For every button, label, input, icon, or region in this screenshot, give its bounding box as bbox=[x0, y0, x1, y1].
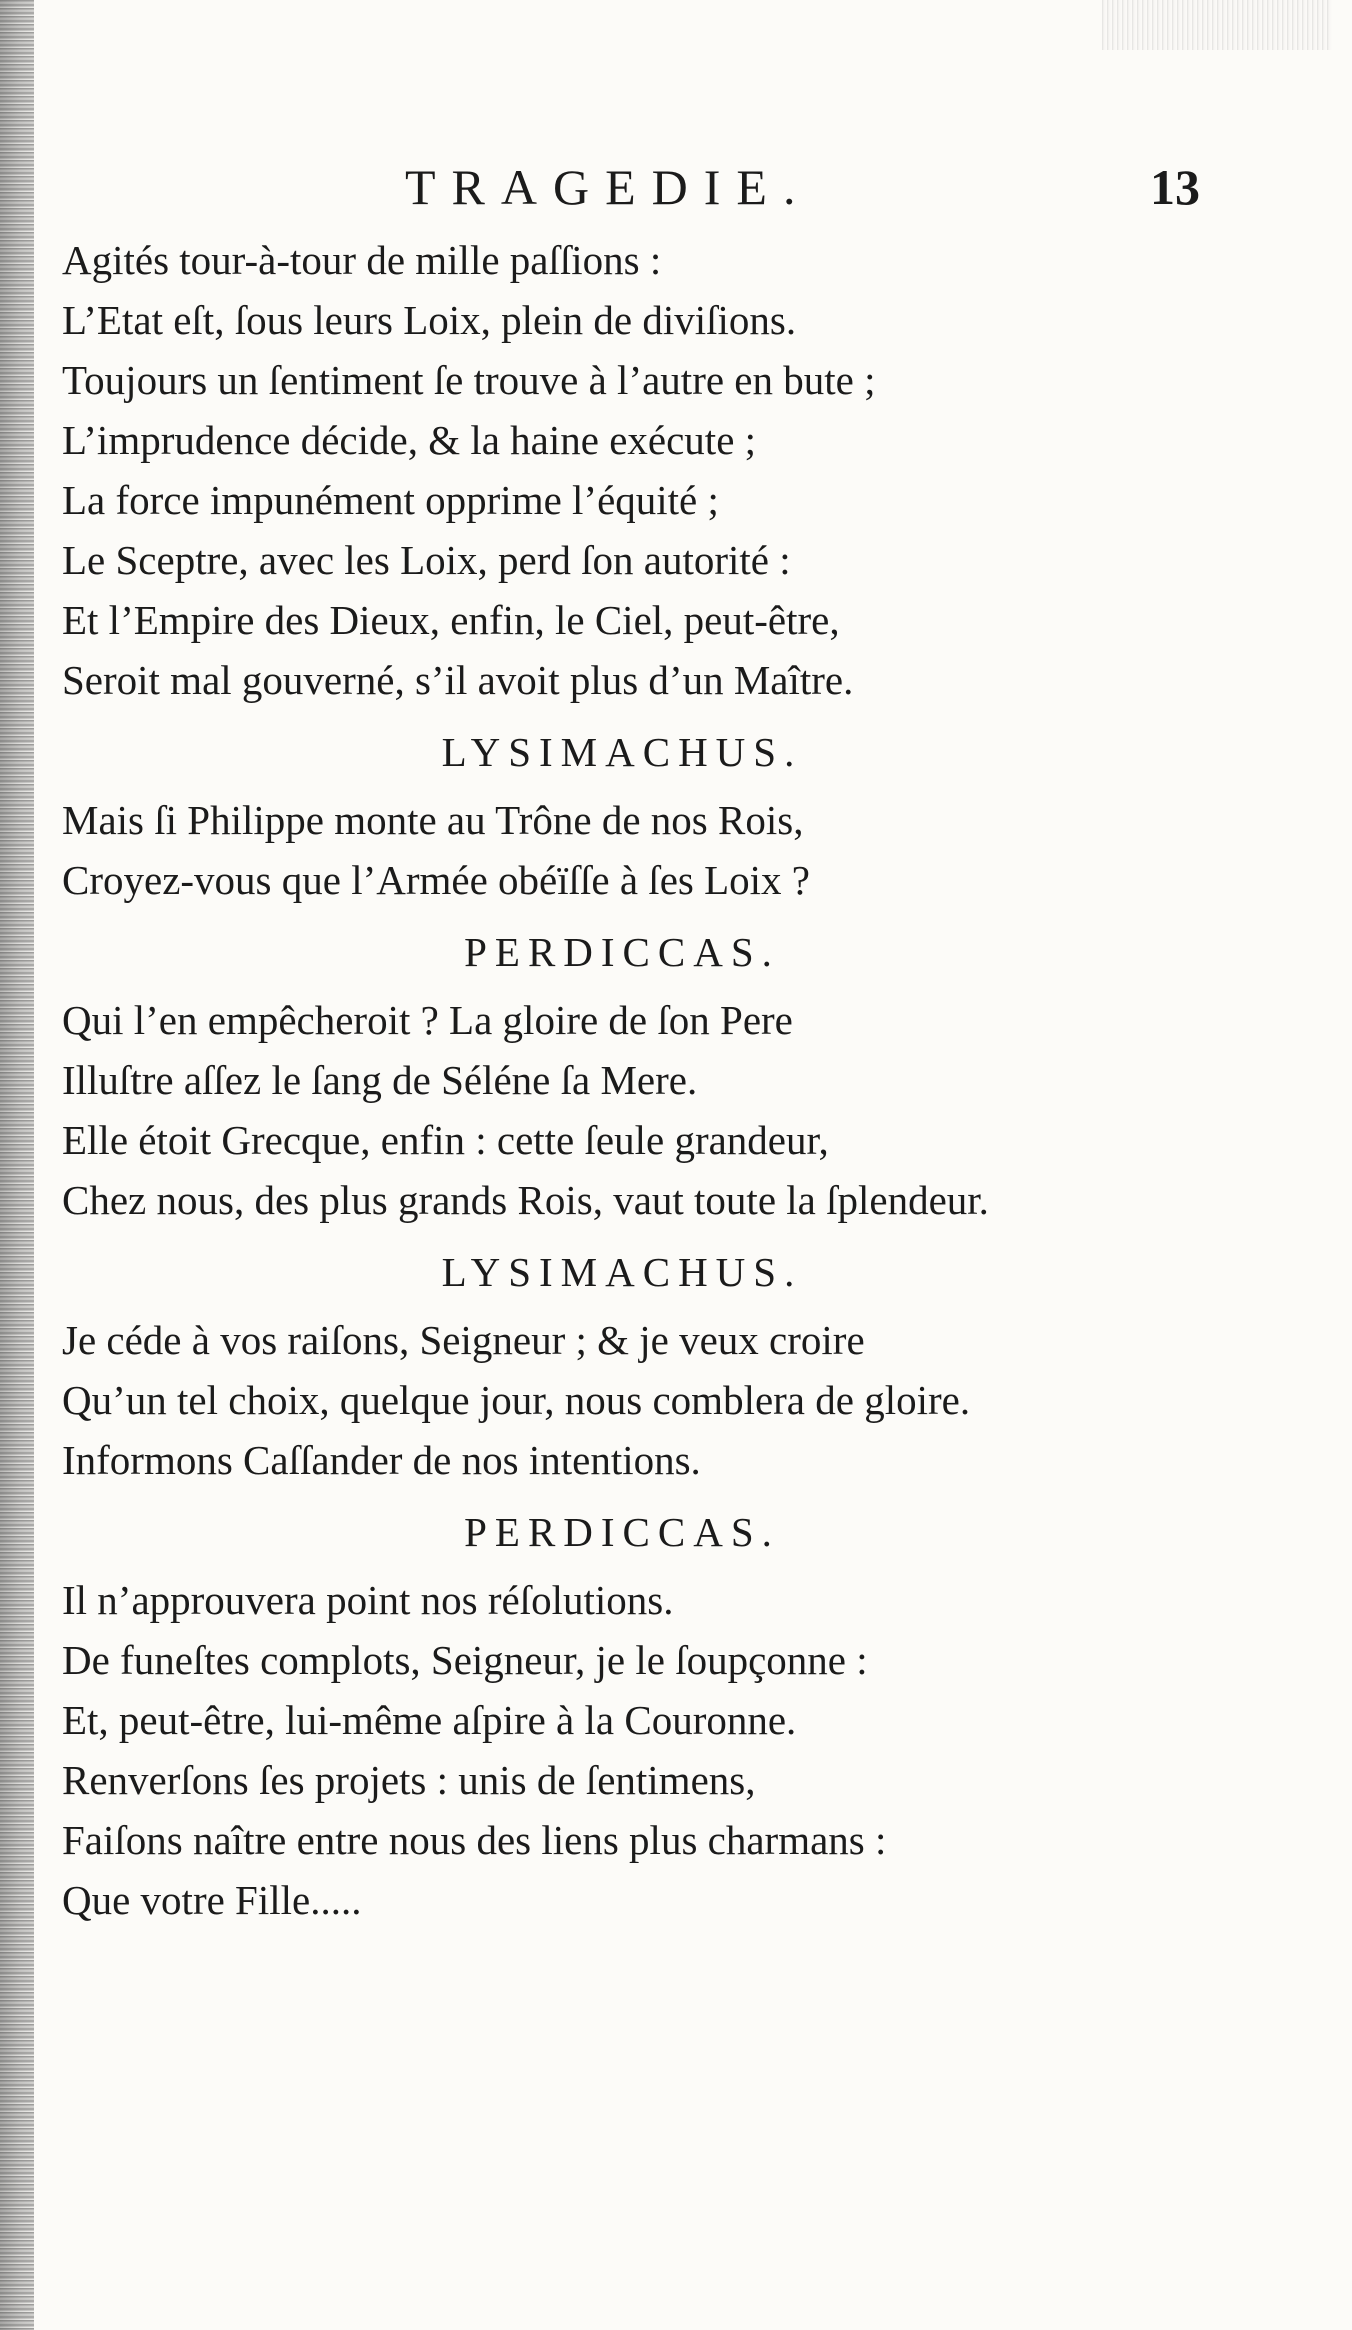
verse-line: Faiſons naître entre nous des liens plus charmans : bbox=[62, 1817, 887, 1863]
stanza-4 bbox=[62, 1240, 1302, 1490]
speaker-name: LYSIMACHUS. bbox=[441, 729, 803, 775]
stanza-2 bbox=[62, 720, 1302, 910]
verse-line: Il n’approuvera point nos réſolutions. bbox=[62, 1577, 674, 1623]
running-title: TRAGEDIE. bbox=[405, 159, 812, 215]
verse-text bbox=[62, 230, 1302, 1930]
verse-line: Agités tour-à-tour de mille paſſions : bbox=[62, 237, 662, 283]
verse-line: Seroit mal gouverné, s’il avoit plus d’un Maître. bbox=[62, 657, 854, 703]
binding-edge bbox=[0, 0, 34, 2330]
scan-noise bbox=[1102, 0, 1332, 50]
stanza-3 bbox=[62, 920, 1302, 1230]
verse-line: Je céde à vos raiſons, Seigneur ; & je veux croire bbox=[62, 1317, 865, 1363]
verse-line: Et, peut-être, lui-même aſpire à la Couronne. bbox=[62, 1697, 797, 1743]
speaker-name: PERDICCAS. bbox=[464, 929, 780, 975]
verse-line: Et l’Empire des Dieux, enfin, le Ciel, peut-être, bbox=[62, 597, 840, 643]
stanza-1 bbox=[62, 230, 1302, 710]
verse-line: Le Sceptre, avec les Loix, perd ſon autorité : bbox=[62, 537, 791, 583]
speaker-name: PERDICCAS. bbox=[464, 1509, 780, 1555]
page-number: 13 bbox=[1150, 159, 1200, 215]
verse-line: L’imprudence décide, & la haine exécute ; bbox=[62, 417, 757, 463]
verse-line: Chez nous, des plus grands Rois, vaut toute la ſplendeur. bbox=[62, 1177, 989, 1223]
verse-line: Informons Caſſander de nos intentions. bbox=[62, 1437, 701, 1483]
verse-line: De funeſtes complots, Seigneur, je le ſoupçonne : bbox=[62, 1637, 868, 1683]
verse-line: L’Etat eſt, ſous leurs Loix, plein de diviſions. bbox=[62, 297, 797, 343]
stanza-5 bbox=[62, 1500, 1302, 1930]
verse-line: Qu’un tel choix, quelque jour, nous comblera de gloire. bbox=[62, 1377, 971, 1423]
verse-line: Renverſons ſes projets : unis de ſentimens, bbox=[62, 1757, 756, 1803]
verse-line: Mais ſi Philippe monte au Trône de nos Rois, bbox=[62, 797, 804, 843]
verse-line: Que votre Fille..... bbox=[62, 1877, 362, 1923]
verse-line: Qui l’en empêcheroit ? La gloire de ſon Pere bbox=[62, 997, 793, 1043]
verse-line: Croyez-vous que l’Armée obéïſſe à ſes Loix ? bbox=[62, 857, 810, 903]
verse-line: Toujours un ſentiment ſe trouve à l’autre en bute ; bbox=[62, 357, 876, 403]
verse-line: La force impunément opprime l’équité ; bbox=[62, 477, 719, 523]
verse-line: Elle étoit Grecque, enfin : cette ſeule grandeur, bbox=[62, 1117, 829, 1163]
verse-line: Illuſtre aſſez le ſang de Séléne ſa Mere. bbox=[62, 1057, 698, 1103]
running-head bbox=[0, 158, 1352, 218]
speaker-name: LYSIMACHUS. bbox=[441, 1249, 803, 1295]
